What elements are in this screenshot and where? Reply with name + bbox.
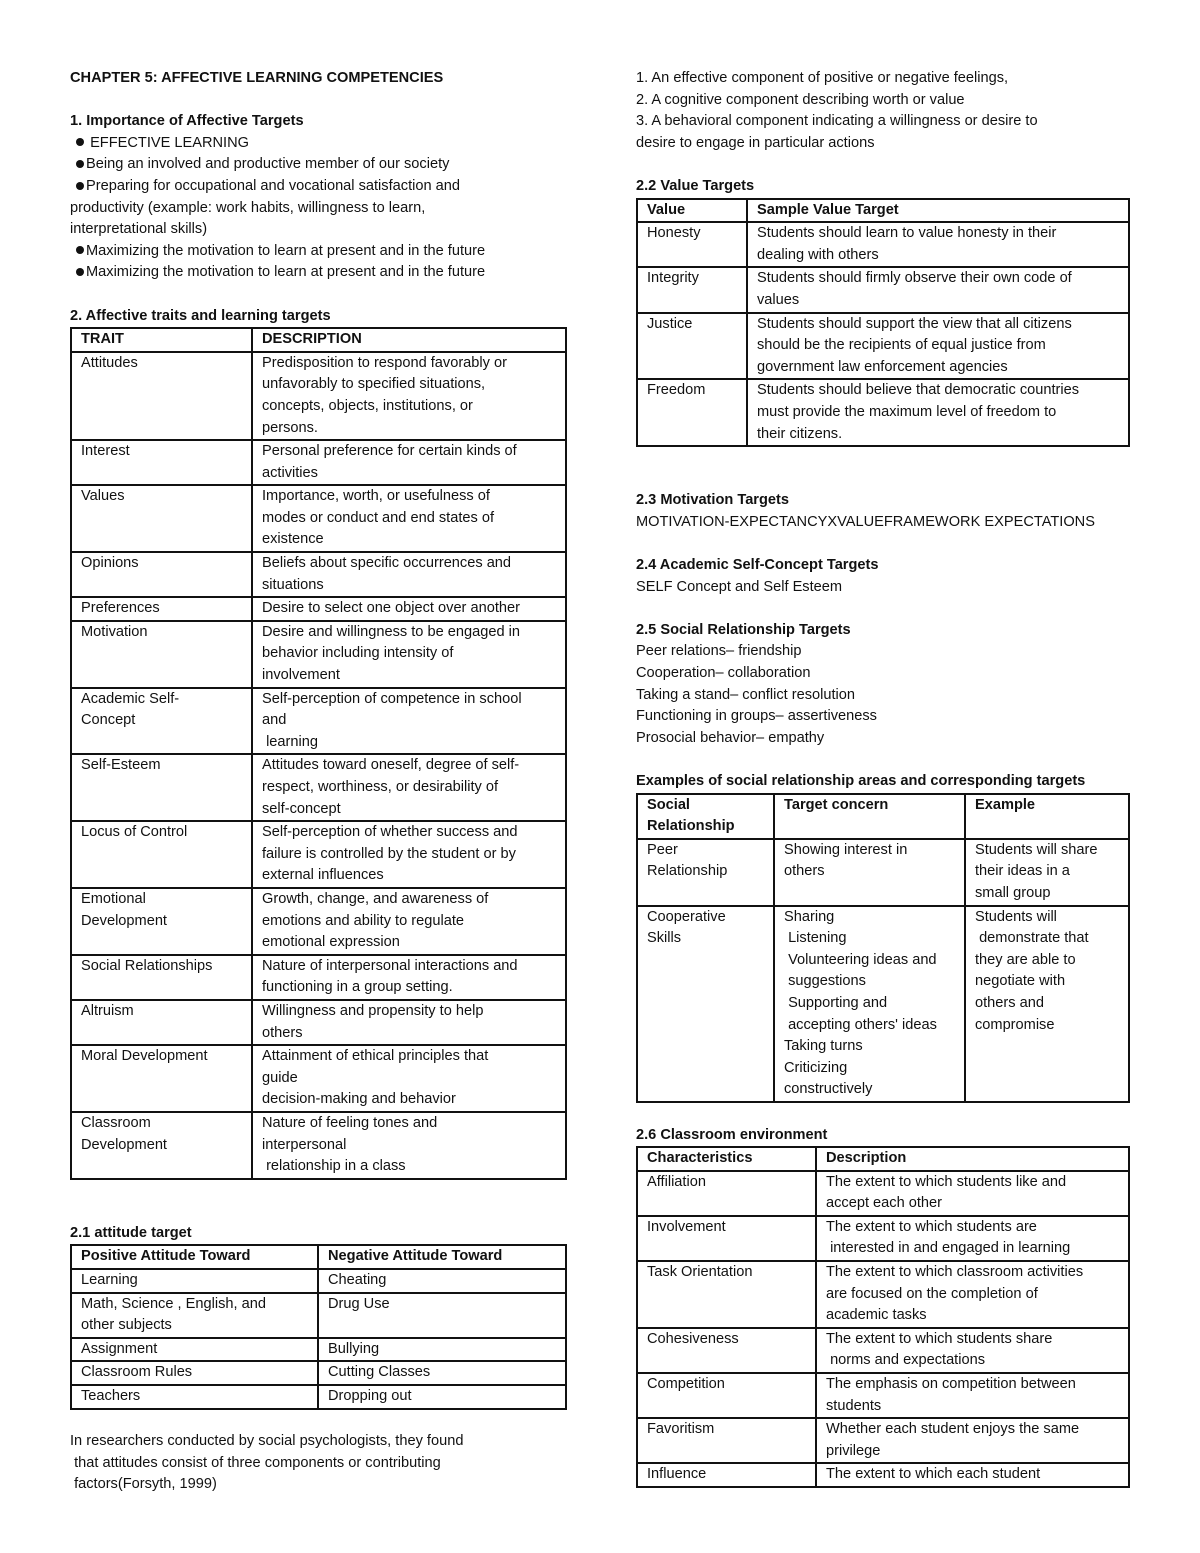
table-row [71, 955, 566, 1000]
bullet-icon [76, 268, 84, 276]
table-header-cell: Social Relationship [637, 794, 774, 839]
table-cell: Growth, change, and awareness of emotions and ability to regulate emotional expression [252, 888, 566, 955]
table-cell: Interest [71, 440, 252, 485]
section24-text: SELF Concept and Self Esteem [636, 578, 843, 595]
table-cell: Freedom [637, 379, 747, 446]
table-row [637, 1373, 1129, 1418]
component-item: desire to engage in particular actions [636, 134, 875, 151]
table-cell: Importance, worth, or usefulness of modes or conduct and end states of existence [252, 485, 566, 552]
table-cell: Classroom Development [71, 1112, 252, 1179]
table-row [637, 1171, 1129, 1216]
table-cell: Influence [637, 1463, 816, 1487]
examples-heading: Examples of social relationship areas and corresponding targets [636, 773, 1086, 789]
table-cell: Bullying [318, 1338, 566, 1362]
table-row [71, 1045, 566, 1112]
table-row [71, 754, 566, 821]
bullet-icon [76, 182, 84, 190]
table-cell: Showing interest in others [774, 839, 965, 906]
table-cell: Altruism [71, 1000, 252, 1045]
table-cell: Integrity [637, 267, 747, 312]
bullet-continuation: productivity (example: work habits, willingness to learn, [70, 199, 426, 216]
table-row [71, 1000, 566, 1045]
table-row [637, 839, 1129, 906]
table-header-cell: Value [637, 199, 747, 223]
paragraph-line: that attitudes consist of three components or contributing [70, 1454, 441, 1471]
table-header-cell: Target concern [774, 794, 965, 839]
table-row [71, 1385, 566, 1409]
table-row [71, 1269, 566, 1293]
table-row [637, 1261, 1129, 1328]
value-targets-table [636, 198, 1130, 448]
bullet-item: Being an involved and productive member of our society [70, 154, 567, 176]
table-cell: Values [71, 485, 252, 552]
table-cell: Cohesiveness [637, 1328, 816, 1373]
table-cell: The extent to which classroom activities are focused on the completion of academic tasks [816, 1261, 1129, 1328]
table-header-row [71, 328, 566, 352]
table-cell: Sharing Listening Volunteering ideas and suggestions Supporting and accepting others' ideas Taking turns Criticizing constructively [774, 906, 965, 1102]
table-row [637, 267, 1129, 312]
section25-heading: 2.5 Social Relationship Targets [636, 621, 851, 638]
table-cell: Self-Esteem [71, 754, 252, 821]
table-row [637, 1463, 1129, 1487]
table-header-cell: TRAIT [71, 328, 252, 352]
table-cell: Math, Science , English, and other subjects [71, 1293, 318, 1338]
table-cell: Nature of feeling tones and interpersonal relationship in a class [252, 1112, 566, 1179]
table-header-cell: Positive Attitude Toward [71, 1245, 318, 1269]
section23-text: MOTIVATION-EXPECTANCYXVALUEFRAMEWORK EXPECTATIONS [636, 513, 1095, 530]
table-row [637, 1328, 1129, 1373]
table-header-cell: DESCRIPTION [252, 328, 566, 352]
table-cell: Affiliation [637, 1171, 816, 1216]
table-cell: Honesty [637, 222, 747, 267]
table-cell: Willingness and propensity to help others [252, 1000, 566, 1045]
table-cell: Justice [637, 313, 747, 380]
attitude-table [70, 1244, 567, 1409]
table-cell: Cutting Classes [318, 1361, 566, 1385]
bullet-item: Preparing for occupational and vocational satisfaction and [70, 176, 567, 198]
table-cell: Cooperative Skills [637, 906, 774, 1102]
section24-heading: 2.4 Academic Self-Concept Targets [636, 557, 879, 574]
traits-table [70, 327, 567, 1180]
table-cell: Students should support the view that all citizens should be the recipients of equal justice from government law enforcement agencies [747, 313, 1129, 380]
table-row [71, 1361, 566, 1385]
table-cell: Students should learn to value honesty in their dealing with others [747, 222, 1129, 267]
section23-heading: 2.3 Motivation Targets [636, 492, 789, 509]
table-cell: Desire to select one object over another [252, 597, 566, 621]
table-cell: Teachers [71, 1385, 318, 1409]
table-header-cell: Negative Attitude Toward [318, 1245, 566, 1269]
table-header-row [71, 1245, 566, 1269]
table-cell: Competition [637, 1373, 816, 1418]
table-cell: The extent to which each student [816, 1463, 1129, 1487]
table-header-cell: Sample Value Target [747, 199, 1129, 223]
table-row [71, 888, 566, 955]
table-cell: Social Relationships [71, 955, 252, 1000]
table-row [71, 552, 566, 597]
table-row [637, 1418, 1129, 1463]
table-cell: Task Orientation [637, 1261, 816, 1328]
bullet-item: Maximizing the motivation to learn at present and in the future [70, 241, 567, 263]
table-row [637, 906, 1129, 1102]
classroom-environment-table [636, 1146, 1130, 1488]
table-row [71, 821, 566, 888]
table-cell: The emphasis on competition between students [816, 1373, 1129, 1418]
table-cell: Students should firmly observe their own code of values [747, 267, 1129, 312]
table-header-row [637, 794, 1129, 839]
table-cell: Emotional Development [71, 888, 252, 955]
table-cell: Assignment [71, 1338, 318, 1362]
table-row [71, 352, 566, 440]
table-header-cell: Description [816, 1147, 1129, 1171]
table-cell: The extent to which students like and accept each other [816, 1171, 1129, 1216]
table-cell: Opinions [71, 552, 252, 597]
table-cell: Attitudes [71, 352, 252, 440]
table-cell: The extent to which students share norms and expectations [816, 1328, 1129, 1373]
component-item: 2. A cognitive component describing worth or value [636, 91, 965, 108]
table-cell: Self-perception of whether success and failure is controlled by the student or by external influences [252, 821, 566, 888]
table-header-cell: Characteristics [637, 1147, 816, 1171]
table-cell: Preferences [71, 597, 252, 621]
table-cell: Locus of Control [71, 821, 252, 888]
bullet-continuation: interpretational skills) [70, 221, 208, 238]
table-cell: Personal preference for certain kinds of activities [252, 440, 566, 485]
component-item: 3. A behavioral component indicating a willingness or desire to [636, 113, 1038, 130]
bullet-icon [76, 138, 84, 146]
section21-heading: 2.1 attitude target [70, 1224, 192, 1241]
table-cell: Moral Development [71, 1045, 252, 1112]
table-cell: Students will share their ideas in a small group [965, 839, 1129, 906]
table-cell: Students should believe that democratic countries must provide the maximum level of freedom to their citizens. [747, 379, 1129, 446]
bullet-item: EFFECTIVE LEARNING [70, 133, 567, 155]
table-cell: Cheating [318, 1269, 566, 1293]
table-header-row [637, 199, 1129, 223]
section2-heading: 2. Affective traits and learning targets [70, 307, 331, 324]
table-row [637, 313, 1129, 380]
table-cell: Motivation [71, 621, 252, 688]
table-row [71, 621, 566, 688]
table-header-row [637, 1147, 1129, 1171]
list-item: Taking a stand– conflict resolution [636, 686, 856, 703]
table-row [637, 1216, 1129, 1261]
table-cell: The extent to which students are interested in and engaged in learning [816, 1216, 1129, 1261]
table-cell: Self-perception of competence in school and learning [252, 688, 566, 755]
table-cell: Attainment of ethical principles that guide decision-making and behavior [252, 1045, 566, 1112]
table-row [71, 597, 566, 621]
table-cell: Learning [71, 1269, 318, 1293]
table-row [71, 688, 566, 755]
list-item: Peer relations– friendship [636, 643, 802, 660]
bullet-item: Maximizing the motivation to learn at present and in the future [70, 262, 567, 284]
table-row [71, 440, 566, 485]
table-cell: Dropping out [318, 1385, 566, 1409]
table-cell: Favoritism [637, 1418, 816, 1463]
table-row [637, 379, 1129, 446]
table-cell: Attitudes toward oneself, degree of self- respect, worthiness, or desirability of self-concept [252, 754, 566, 821]
table-cell: Students will demonstrate that they are able to negotiate with others and compromise [965, 906, 1129, 1102]
paragraph-line: factors(Forsyth, 1999) [70, 1476, 217, 1493]
table-cell: Desire and willingness to be engaged in behavior including intensity of involvement [252, 621, 566, 688]
bullet-icon [76, 160, 84, 168]
table-cell: Predisposition to respond favorably or unfavorably to specified situations, concepts, objects, institutions, or persons. [252, 352, 566, 440]
table-cell: Beliefs about specific occurrences and situations [252, 552, 566, 597]
bullet-icon [76, 246, 84, 254]
table-row [71, 1338, 566, 1362]
list-item: Cooperation– collaboration [636, 665, 811, 682]
table-row [71, 1293, 566, 1338]
list-item: Prosocial behavior– empathy [636, 729, 825, 746]
table-row [71, 485, 566, 552]
table-cell: Drug Use [318, 1293, 566, 1338]
right-column [636, 68, 1130, 1488]
section26-heading: 2.6 Classroom environment [636, 1126, 828, 1143]
table-cell: Whether each student enjoys the same privilege [816, 1418, 1129, 1463]
table-header-cell: Example [965, 794, 1129, 839]
social-relationship-table [636, 793, 1130, 1103]
table-cell: Academic Self- Concept [71, 688, 252, 755]
table-cell: Involvement [637, 1216, 816, 1261]
component-item: 1. An effective component of positive or negative feelings, [636, 70, 1009, 86]
paragraph-line: In researchers conducted by social psychologists, they found [70, 1433, 464, 1450]
table-cell: Peer Relationship [637, 839, 774, 906]
list-item: Functioning in groups– assertiveness [636, 708, 877, 725]
left-column [70, 68, 567, 1496]
table-cell: Nature of interpersonal interactions and functioning in a group setting. [252, 955, 566, 1000]
table-row [71, 1112, 566, 1179]
chapter-title: CHAPTER 5: AFFECTIVE LEARNING COMPETENCIES [70, 70, 444, 86]
section22-heading: 2.2 Value Targets [636, 177, 755, 194]
table-cell: Classroom Rules [71, 1361, 318, 1385]
section1-heading: 1. Importance of Affective Targets [70, 113, 304, 130]
table-row [637, 222, 1129, 267]
